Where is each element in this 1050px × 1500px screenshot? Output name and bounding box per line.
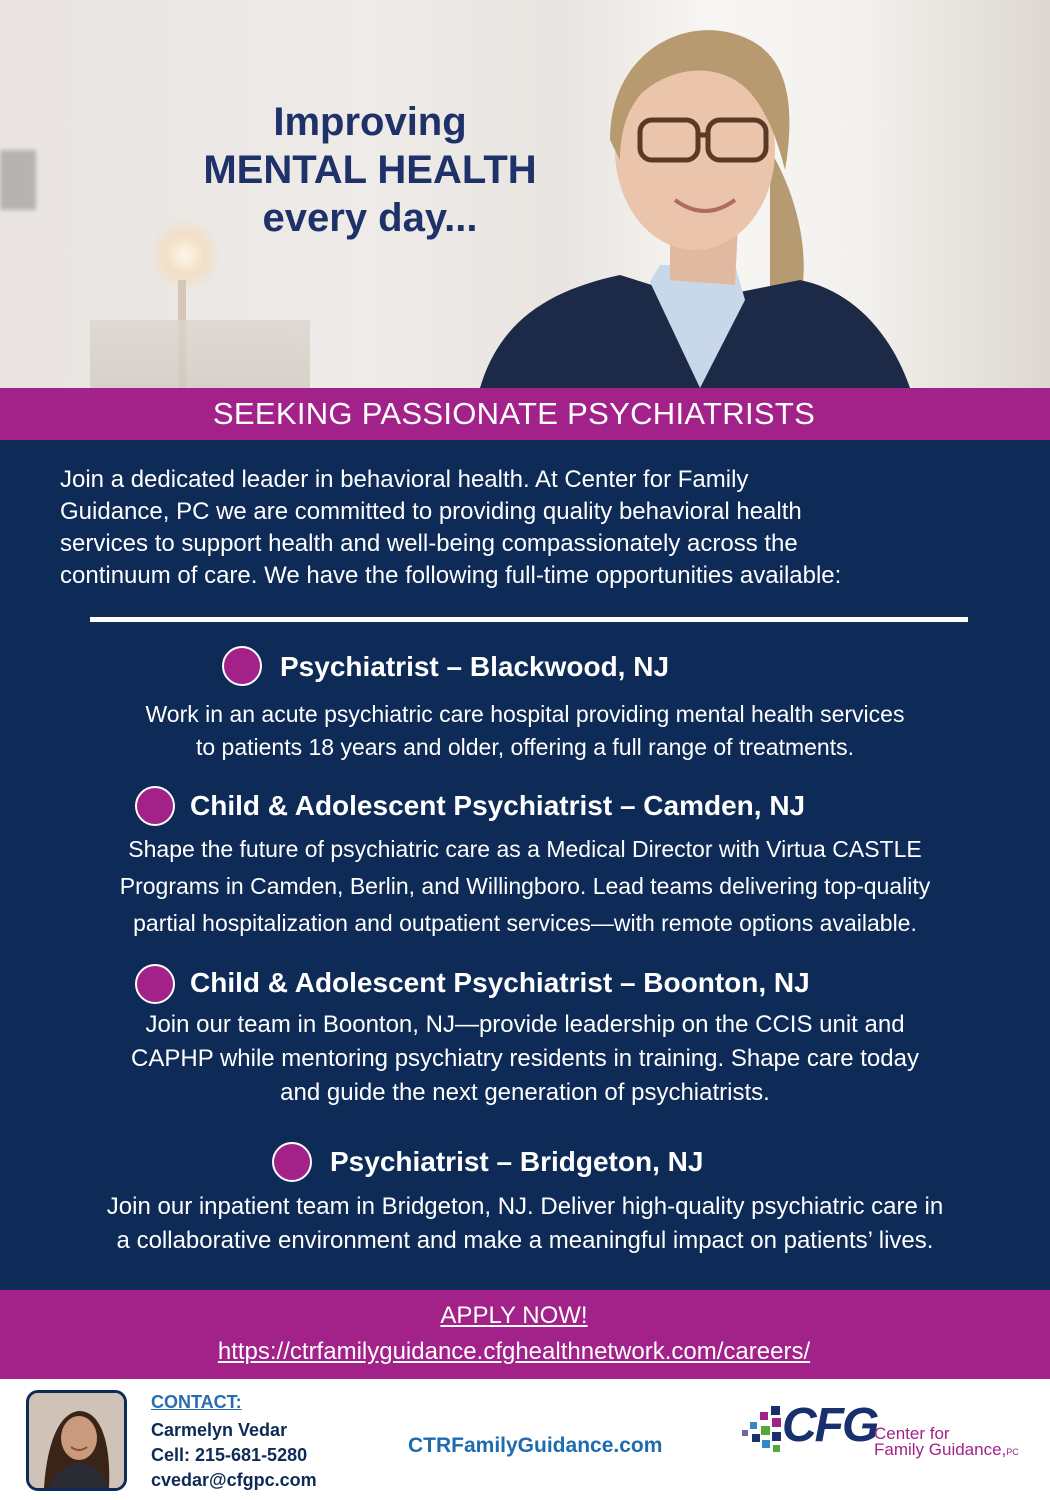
job-desc-line: Join our inpatient team in Bridgeton, NJ. Deliver high-quality psychiatric care in (106, 1193, 944, 1220)
logo-pixel (772, 1432, 781, 1441)
bullet-dot (135, 786, 175, 826)
logo-name-line2 (874, 1442, 1019, 1460)
job-desc-line: Programs in Camden, Berlin, and Willingboro. Lead teams delivering top-quality (119, 873, 931, 899)
logo-name-line2-text: Family Guidance, (874, 1440, 1007, 1459)
logo-name-line1: Center for (874, 1424, 950, 1443)
divider (90, 617, 968, 622)
hero-headline-line1: Improving (273, 100, 467, 144)
banner-heading: SEEKING PASSIONATE PSYCHIATRISTS (212, 396, 816, 431)
logo-pixel (742, 1430, 748, 1436)
job-desc-bridgeton (20, 1190, 1030, 1258)
intro-line: continuum of care. We have the following full-time opportunities available: (60, 562, 842, 589)
intro-line: Join a dedicated leader in behavioral health. At Center for Family (60, 466, 749, 493)
website-link[interactable]: CTRFamilyGuidance.com (408, 1434, 663, 1457)
job-desc-line: and guide the next generation of psychiatrists. (280, 1079, 770, 1106)
contact-name: Carmelyn Vedar (151, 1420, 288, 1440)
job-desc-line: Work in an acute psychiatric care hospital providing mental health services (145, 701, 905, 727)
job-desc-line: Shape the future of psychiatric care as a Medical Director with Virtua CASTLE (128, 836, 922, 862)
logo-pixel (773, 1445, 780, 1452)
hero-headline-line3: every day... (262, 196, 478, 240)
job-desc-line: Join our team in Boonton, NJ—provide leadership on the CCIS unit and (145, 1011, 905, 1038)
contact-avatar (29, 1393, 124, 1488)
background-frame (0, 150, 36, 210)
contact-label: CONTACT: (151, 1392, 242, 1412)
contact-phone: Cell: 215-681-5280 (151, 1445, 308, 1465)
job-desc-line: CAPHP while mentoring psychiatry residents in training. Shape care today (131, 1045, 919, 1072)
intro-line: services to support health and well-being compassionately across the (60, 530, 798, 557)
logo-pixel (750, 1422, 757, 1429)
logo-pixel (760, 1412, 768, 1420)
apply-now-link[interactable]: APPLY NOW! (440, 1302, 588, 1329)
hero-headline (170, 98, 570, 242)
job-desc-camden (20, 831, 1030, 942)
background-furniture (90, 320, 310, 388)
logo-mark: CFG (782, 1399, 878, 1452)
job-title-bridgeton: Psychiatrist – Bridgeton, NJ (330, 1146, 704, 1177)
job-desc-line: a collaborative environment and make a meaningful impact on patients’ lives. (116, 1227, 934, 1254)
bullet-dot (222, 646, 262, 686)
contact-photo (26, 1390, 127, 1491)
hero-image (0, 0, 1050, 388)
bullet-dot (135, 964, 175, 1004)
logo-pixel (761, 1426, 770, 1435)
job-desc-line: partial hospitalization and outpatient services—with remote options available. (133, 910, 917, 936)
bullet-dot (272, 1142, 312, 1182)
cfg-logo (742, 1400, 1022, 1470)
job-desc-boonton (20, 1008, 1030, 1110)
intro-paragraph (60, 464, 1000, 592)
logo-pixel (752, 1434, 760, 1442)
contact-email[interactable]: cvedar@cfgpc.com (151, 1470, 317, 1490)
job-title-boonton: Child & Adolescent Psychiatrist – Boonton, NJ (190, 967, 810, 998)
logo-pixel (772, 1418, 781, 1427)
job-desc-blackwood (20, 698, 1030, 764)
logo-suffix: PC (1006, 1447, 1019, 1457)
logo-pixel (762, 1440, 770, 1448)
careers-url-link[interactable]: https://ctrfamilyguidance.cfghealthnetwork.com/careers/ (217, 1338, 811, 1365)
logo-pixel (771, 1406, 780, 1415)
job-title-camden: Child & Adolescent Psychiatrist – Camden, NJ (190, 790, 806, 821)
hero-headline-line2: MENTAL HEALTH (203, 148, 537, 192)
job-title-blackwood: Psychiatrist – Blackwood, NJ (280, 651, 670, 682)
job-desc-line: to patients 18 years and older, offering a full range of treatments. (195, 734, 855, 760)
intro-line: Guidance, PC we are committed to providing quality behavioral health (60, 498, 802, 525)
logo-name (874, 1426, 1019, 1460)
